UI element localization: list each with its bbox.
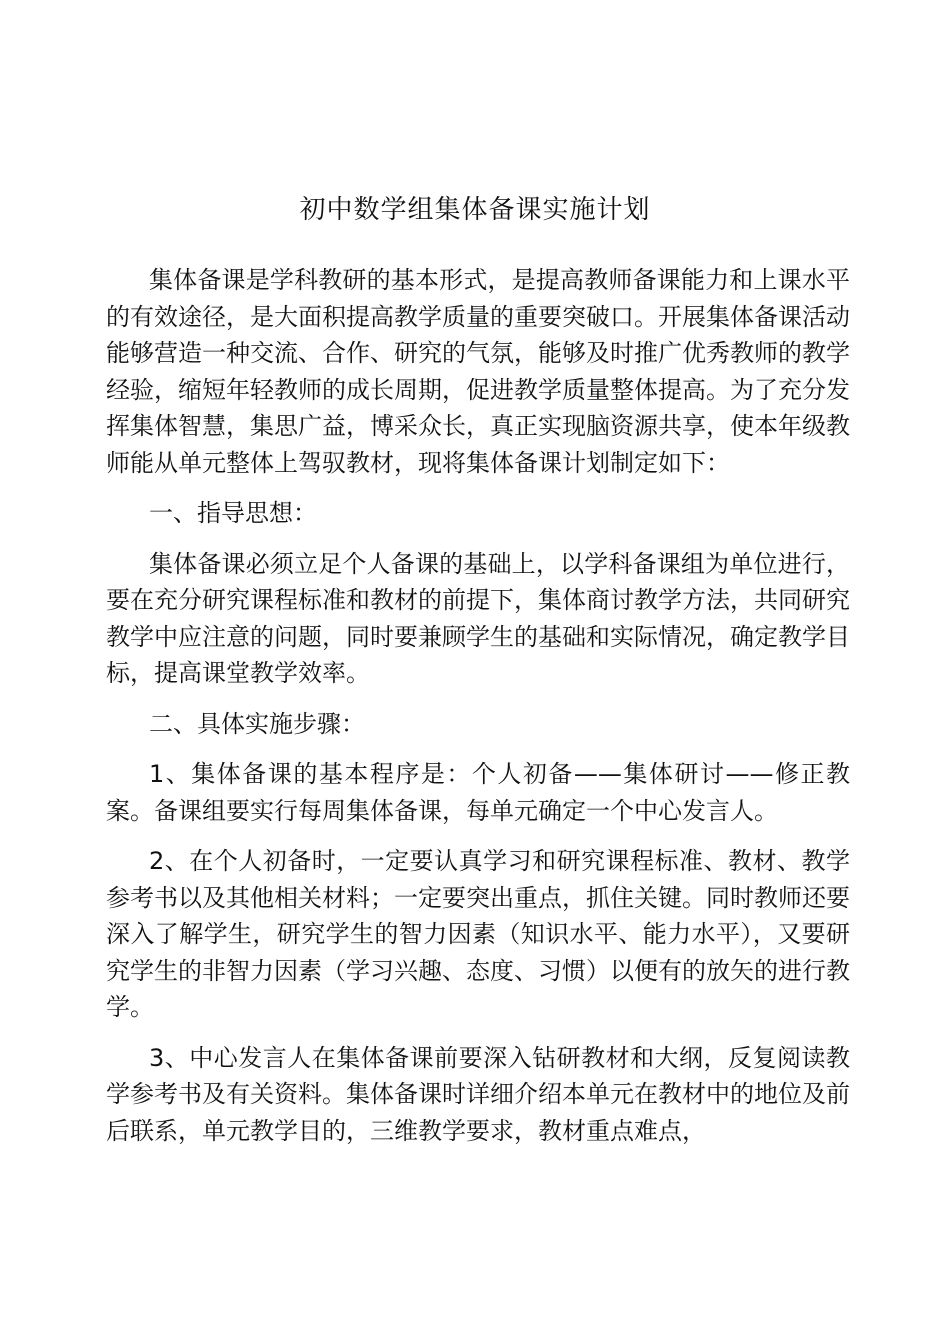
intro-paragraph: 集体备课是学科教研的基本形式，是提高教师备课能力和上课水平的有效途径，是大面积提高教学质量的重要突破口。开展集体备课活动能够营造一种交流、合作、研究的气氛，能够及时推广优秀教师的教学经验，缩短年轻教师的成长周期，促进教学质量整体提高。为了充分发挥集体智慧，集思广益，博采众长，真正实现脑资源共享，使本年级教师能从单元整体上驾驭教材，现将集体备课计划制定如下：	[106, 266, 850, 477]
step-2-paragraph: 2、在个人初备时，一定要认真学习和研究课程标准、教材、教学参考书以及其他相关材料；一定要突出重点，抓住关键。同时教师还要深入了解学生，研究学生的智力因素（知识水平、能力水平），又要研究学生的非智力因素（学习兴趣、态度、习惯）以便有的放矢的进行教学。	[106, 847, 850, 1021]
section-heading-guiding-ideology: 一、指导思想：	[149, 499, 317, 527]
step-1-paragraph: 1、集体备课的基本程序是：个人初备——集体研讨——修正教案。备课组要实行每周集体备课，每单元确定一个中心发言人。	[106, 760, 850, 825]
guiding-ideology-paragraph: 集体备课必须立足个人备课的基础上，以学科备课组为单位进行，要在充分研究课程标准和教材的前提下，集体商讨教学方法，共同研究教学中应注意的问题，同时要兼顾学生的基础和实际情况，确定教学目标，提高课堂教学效率。	[106, 549, 850, 687]
step-3-paragraph: 3、中心发言人在集体备课前要深入钻研教材和大纲，反复阅读教学参考书及有关资料。集体备课时详细介绍本单元在教材中的地位及前后联系，单元教学目的，三维教学要求，教材重点难点，	[106, 1043, 850, 1145]
document-body	[106, 262, 850, 1163]
section-heading-implementation-steps: 二、具体实施步骤：	[149, 709, 365, 738]
document-title: 初中数学组集体备课实施计划	[299, 195, 651, 225]
